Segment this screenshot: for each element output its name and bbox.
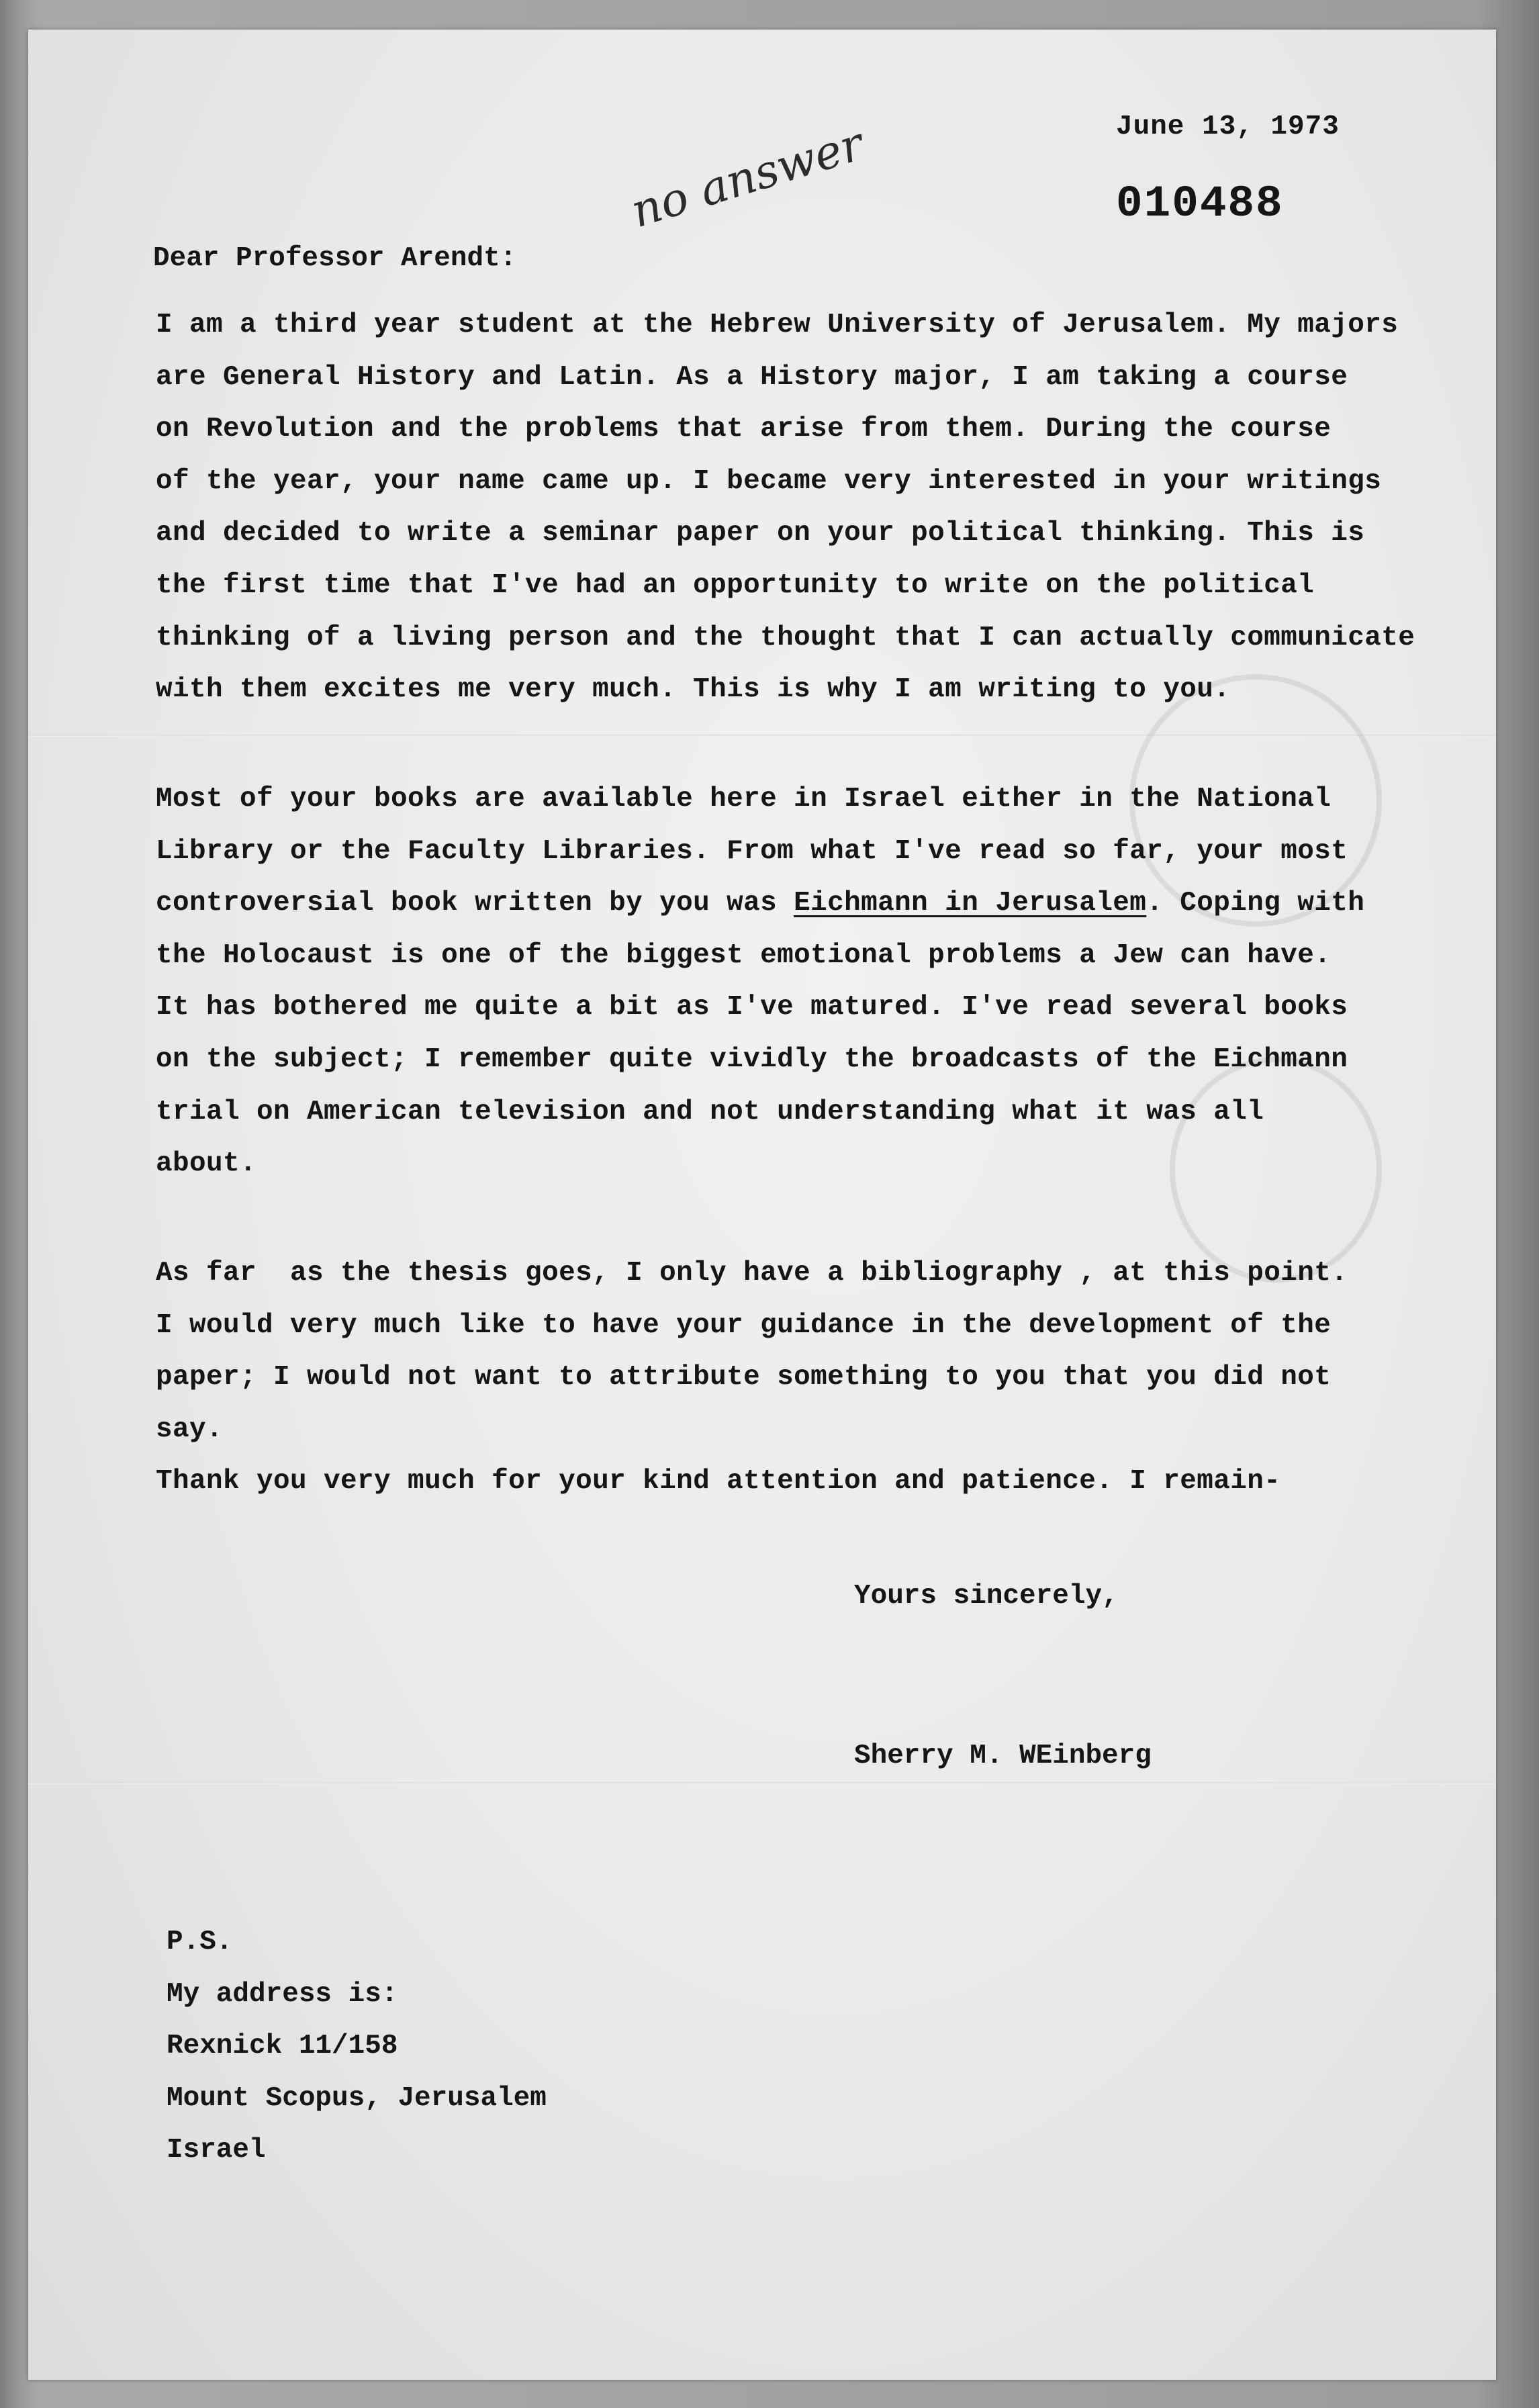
text-line: As far as the thesis goes, I only have a bibliography , at this point. [156,1258,1348,1289]
text-line: It has bothered me quite a bit as I've matured. I've read several books [156,992,1348,1023]
text-line: about. [156,1148,257,1180]
text-line: say. [156,1414,224,1445]
text-line: on the subject; I remember quite vividly the broadcasts of the Eichmann [156,1044,1348,1075]
body-paragraph-1 [156,299,1492,716]
text-line [156,878,1492,930]
closing: Yours sincerely, [854,1581,1119,1612]
text-line: thinking of a living person and the thought that I can actually communicate [156,622,1415,653]
text-line: of the year, your name came up. I became very interested in your writings [156,465,1382,497]
text-line: the first time that I've had an opportunity to write on the political [156,569,1315,601]
text-fragment: . Coping with [1146,888,1365,919]
postscript-line: Rexnick 11/158 [167,2031,398,2062]
text-line: I would very much like to have your guidance in the development of the [156,1309,1332,1341]
signature-name: Sherry M. WEinberg [854,1741,1152,1771]
paper-fold-line [28,1782,1496,1784]
body-paragraph-2 [156,774,1492,1191]
handwritten-annotation: no answer [624,118,870,238]
postscript [167,1916,547,2177]
postscript-line: My address is: [167,1978,398,2010]
text-line: Most of your books are available here in Israel either in the National [156,784,1332,815]
text-line: I am a third year student at the Hebrew University of Jerusalem. My majors [156,310,1399,340]
postscript-line: P.S. [167,1927,233,1957]
letter-page [28,30,1496,2380]
letter-date: June 13, 1973 [1116,111,1340,142]
text-line: are General History and Latin. As a History major, I am taking a course [156,361,1348,393]
text-line: the Holocaust is one of the biggest emotional problems a Jew can have. [156,939,1332,971]
text-line: on Revolution and the problems that arise from them. During the course [156,414,1332,445]
document-number: 010488 [1116,179,1284,229]
postscript-line: Mount Scopus, Jerusalem [167,2082,547,2114]
text-line: and decided to write a seminar paper on your political thinking. This is [156,518,1365,549]
salutation: Dear Professor Arendt: [153,243,517,274]
body-paragraph-3 [156,1248,1492,1508]
text-line: Thank you very much for your kind attention and patience. I remain- [156,1466,1281,1497]
text-line: paper; I would not want to attribute something to you that you did not [156,1362,1332,1393]
postscript-line: Israel [167,2135,266,2166]
book-title: Eichmann in Jerusalem [794,888,1147,919]
text-line: Library or the Faculty Libraries. From what I've read so far, your most [156,835,1348,867]
text-line: with them excites me very much. This is why I am writing to you. [156,674,1231,706]
text-fragment: controversial book written by you was [156,888,794,919]
text-line: trial on American television and not understanding what it was all [156,1096,1264,1127]
